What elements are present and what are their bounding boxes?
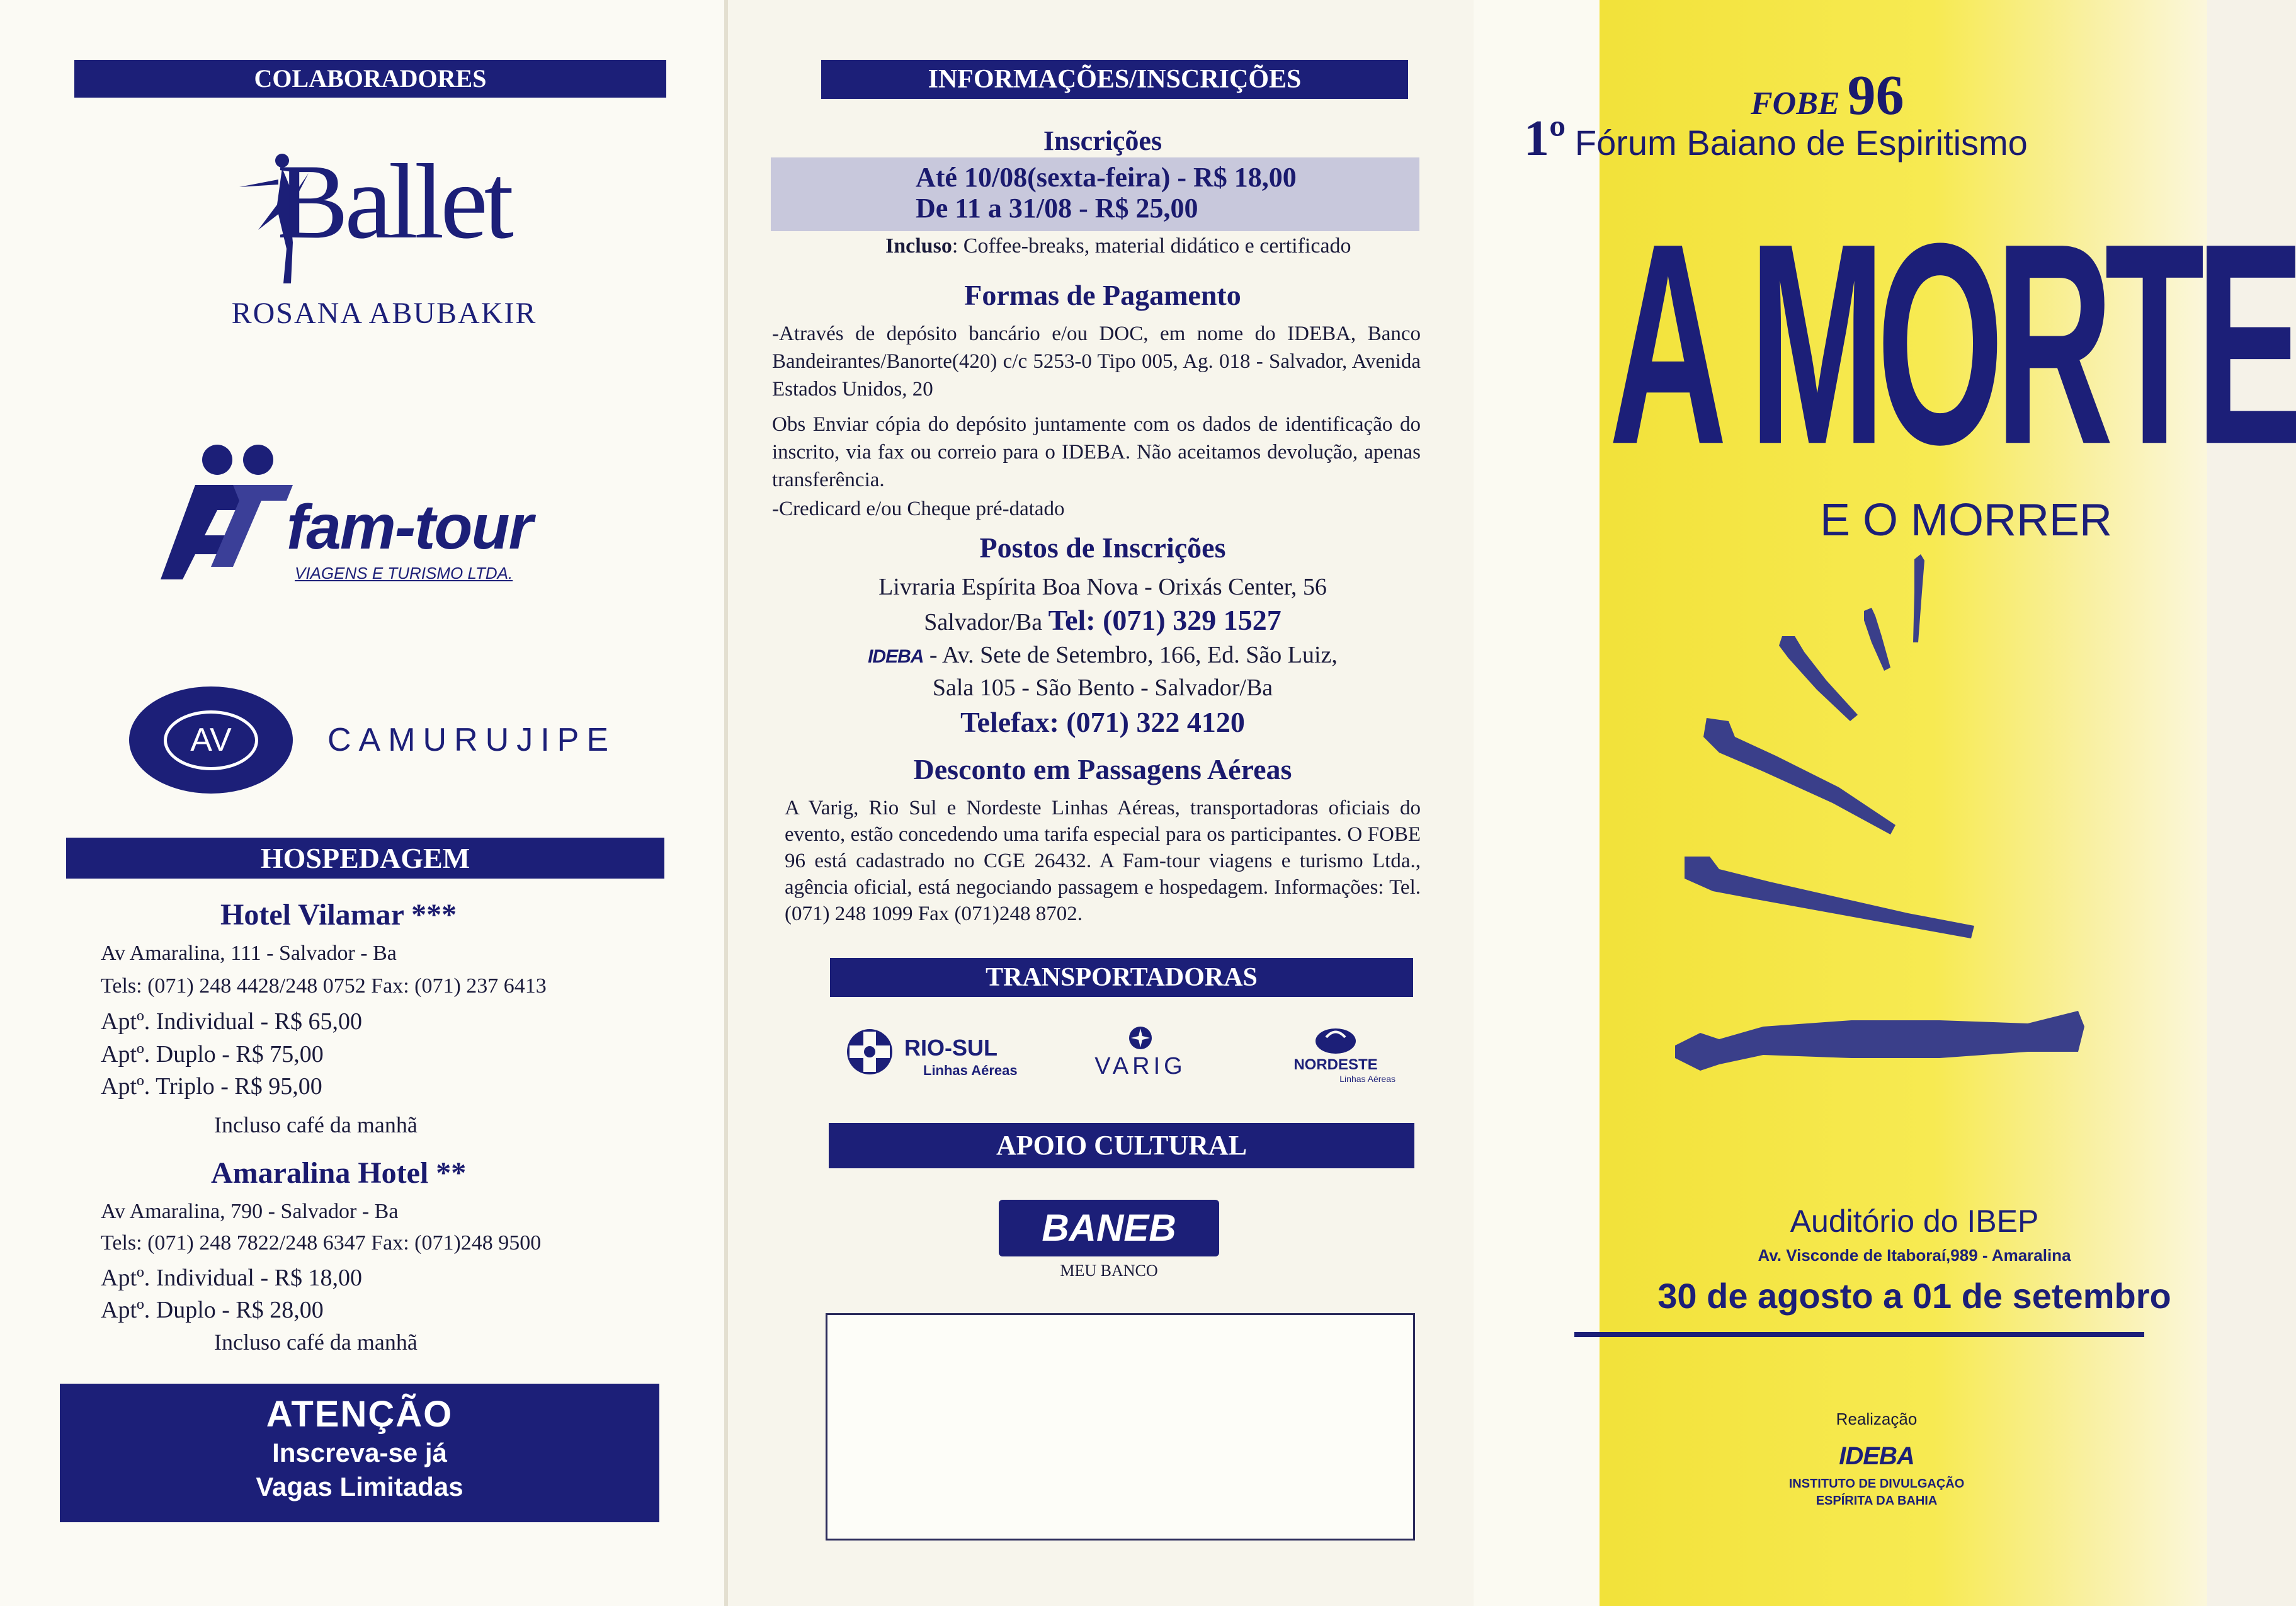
riosul-logo: [844, 1023, 1046, 1086]
pagamento-text-3: -Credicard e/ou Cheque pré-datado: [772, 498, 1065, 520]
hospedagem-header: HOSPEDAGEM: [66, 838, 664, 879]
realizacao-label: Realização: [1836, 1410, 1918, 1428]
ideba-name-1: INSTITUTO DE DIVULGAÇÃO: [1788, 1477, 1965, 1491]
riosul-name: RIO-SUL: [904, 1035, 997, 1061]
venue-name: Auditório do IBEP: [1790, 1204, 2039, 1239]
ballet-name: Ballet: [277, 142, 510, 261]
nordeste-logo: [1263, 1023, 1408, 1086]
famtour-figures-icon: [157, 441, 296, 586]
price-early: Até 10/08(sexta-feira) - R$ 18,00: [916, 162, 1297, 193]
incluso-label: Incluso: [885, 234, 952, 258]
nordeste-subtitle: Linhas Aéreas: [1339, 1074, 1395, 1084]
inscricoes-heading: Inscrições: [1043, 125, 1162, 156]
hotel-rate: Aptº. Duplo - R$ 28,00: [101, 1297, 324, 1323]
venue-address: Av. Visconde de Itaboraí,989 - Amaralina: [1758, 1246, 2071, 1265]
hotel-phones: Tels: (071) 248 4428/248 0752 Fax: (071) 237 6413: [101, 974, 547, 998]
fobe-label: FOBE: [1751, 86, 1840, 122]
posto2-line1: [728, 641, 1477, 669]
hotel-rate: Aptº. Duplo - R$ 75,00: [101, 1041, 324, 1068]
middle-panel: [724, 0, 1481, 1606]
incluso-text: : Coffee-breaks, material didático e certificado: [952, 234, 1351, 258]
atencao-box: [60, 1384, 659, 1522]
baneb-logo: [1005, 1200, 1213, 1282]
varig-logo: [1071, 1025, 1210, 1088]
varig-star-icon: [1128, 1025, 1153, 1051]
pagamento-heading: Formas de Pagamento: [964, 279, 1241, 311]
fobe-year: 96: [1847, 64, 1904, 127]
ideba-name-2: ESPÍRITA DA BAHIA: [1816, 1494, 1938, 1508]
transportadoras-header: TRANSPORTADORAS: [830, 958, 1413, 997]
hotel-rate: Aptº. Triplo - R$ 95,00: [101, 1073, 322, 1100]
baneb-subtitle: MEU BANCO: [1060, 1261, 1158, 1280]
hotel-rate: Aptº. Individual - R$ 65,00: [101, 1008, 362, 1035]
desconto-heading: Desconto em Passagens Aéreas: [913, 753, 1292, 785]
posto1-city: Salvador/Ba: [924, 609, 1049, 635]
main-subtitle: E O MORRER: [1820, 495, 2113, 545]
hotel-name: Hotel Vilamar ***: [220, 898, 457, 931]
dates-underline: [1574, 1332, 2144, 1337]
hotel-phones: Tels: (071) 248 7822/248 6347 Fax: (071)248 9500: [101, 1231, 542, 1255]
atencao-line2: Vagas Limitadas: [256, 1472, 463, 1501]
incluso-line: [885, 234, 1351, 258]
atencao-line1: Inscreva-se já: [272, 1438, 447, 1467]
camurujipe-logo: [129, 686, 633, 800]
forum-line: [1524, 110, 2204, 168]
nordeste-name: NORDESTE: [1293, 1056, 1378, 1073]
riosul-emblem-icon: [844, 1027, 895, 1077]
main-title: A MORTE: [1609, 185, 2296, 505]
ideba-logo: IDEBA: [1839, 1442, 1914, 1470]
colaboradores-header: COLABORADORES: [74, 60, 666, 98]
posto2-address: - Av. Sete de Setembro, 166, Ed. São Luiz,: [923, 642, 1338, 668]
hotel-address: Av Amaralina, 790 - Salvador - Ba: [101, 1200, 399, 1223]
posto1-tel: Tel: (071) 329 1527: [1048, 604, 1282, 636]
address-label-box: [826, 1313, 1415, 1541]
apoio-header: APOIO CULTURAL: [829, 1123, 1414, 1168]
pagamento-text-2: Obs Enviar cópia do depósito juntamente com os dados de identificação do inscrito, via fax ou correio para o IDEBA. Não aceitamos devolução, apenas transferência.: [772, 413, 1421, 491]
ideba-logo-small: IDEBA: [868, 646, 924, 667]
hotel-name: Amaralina Hotel **: [211, 1156, 467, 1190]
camurujipe-name: CAMURUJIPE: [327, 722, 617, 758]
nordeste-bird-icon: [1314, 1023, 1358, 1055]
forum-number: 1º: [1524, 111, 1566, 166]
desconto-text: A Varig, Rio Sul e Nordeste Linhas Aéreas, transportadoras oficiais do evento, estão concedendo uma tarifa especial para os participantes. O FOBE 96 está cadastrado no CGE 26432. A Fam-tour viagens e turismo Ltda., agência oficial, está negociando passagem e hospedagem. Informações: Tel. (071) 248 1099 Fax (071)248 8702.: [785, 797, 1421, 925]
ballet-logo: [208, 135, 560, 337]
famtour-logo: [157, 441, 611, 592]
hotel-note: Incluso café da manhã: [214, 1112, 418, 1137]
hotel-note: Incluso café da manhã: [214, 1330, 418, 1355]
pagamento-text-1: -Através de depósito bancário e/ou DOC, em nome do IDEBA, Banco Bandeirantes/Banorte(420) c/c 5253-0 Tipo 005, Ag. 018 - Salvador, Avenida Estados Unidos, 20: [772, 322, 1421, 401]
price-late: De 11 a 31/08 - R$ 25,00: [916, 193, 1198, 224]
hotel-rate: Aptº. Individual - R$ 18,00: [101, 1265, 362, 1291]
camurujipe-emblem: [129, 686, 293, 794]
camurujipe-mark: AV: [164, 710, 258, 770]
atencao-title: ATENÇÃO: [266, 1394, 453, 1435]
forum-name: Fórum Baiano de Espiritismo: [1574, 123, 2028, 162]
ballet-subtitle: ROSANA ABUBAKIR: [231, 297, 537, 330]
varig-name: VARIG: [1094, 1053, 1186, 1079]
baneb-name: BANEB: [999, 1200, 1219, 1256]
famtour-name: fam-tour: [287, 492, 532, 562]
event-dates: 30 de agosto a 01 de setembro: [1657, 1276, 2171, 1316]
posto2-address-2: Sala 105 - São Bento - Salvador/Ba: [932, 675, 1273, 701]
hotel-address: Av Amaralina, 111 - Salvador - Ba: [101, 942, 397, 965]
posto1-phone-line: [728, 603, 1477, 637]
famtour-subtitle: VIAGENS E TURISMO LTDA.: [295, 564, 513, 583]
postos-heading: Postos de Inscrições: [979, 532, 1226, 564]
info-header: INFORMAÇÕES/INSCRIÇÕES: [821, 60, 1408, 99]
riosul-subtitle: Linhas Aéreas: [923, 1062, 1018, 1078]
cover-panel: [1474, 0, 2296, 1606]
left-panel: [0, 0, 724, 1606]
posto2-tel: Telefax: (071) 322 4120: [960, 706, 1245, 738]
figures-illustration: [1600, 548, 2204, 1102]
price-band: [771, 157, 1419, 231]
posto1-address: Livraria Espírita Boa Nova - Orixás Center, 56: [878, 574, 1327, 600]
